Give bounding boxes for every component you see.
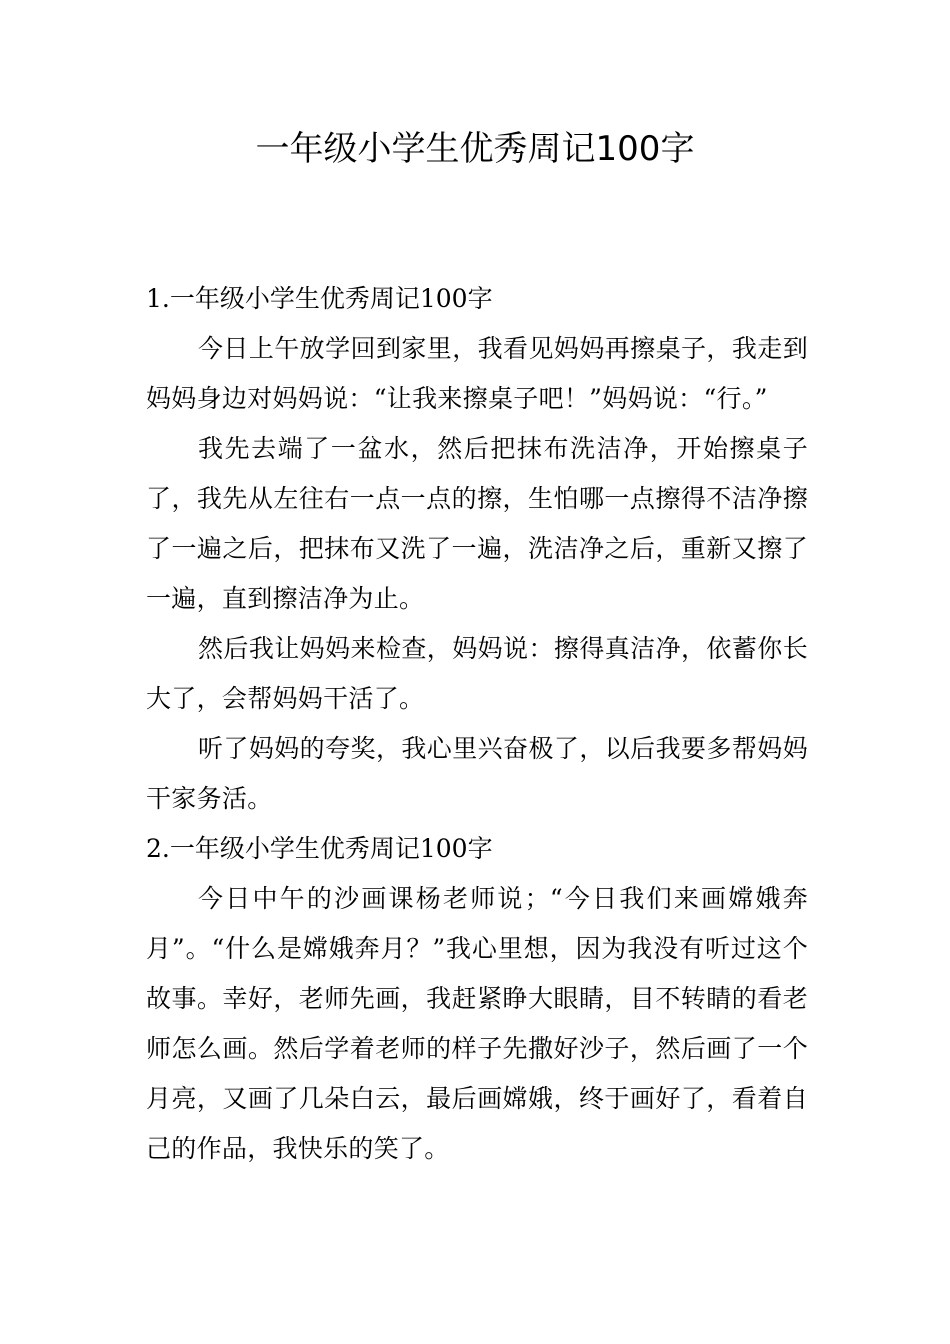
section-heading: 1.一年级小学生优秀周记100字 xyxy=(146,284,493,313)
paragraph: 听了妈妈的夸奖，我心里兴奋极了，以后我要多帮妈妈干家务活。 xyxy=(146,734,808,813)
document-body xyxy=(146,274,808,1174)
section-1 xyxy=(146,274,808,824)
section-heading: 2.一年级小学生优秀周记100字 xyxy=(146,834,493,863)
paragraph: 我先去端了一盆水，然后把抹布洗洁净，开始擦桌子了，我先从左往右一点一点的擦，生怕哪一点擦得不洁净擦了一遍之后，把抹布又洗了一遍，洗洁净之后，重新又擦了一遍，直到擦洁净为止。 xyxy=(146,434,808,613)
paragraph: 今日上午放学回到家里，我看见妈妈再擦桌子，我走到妈妈身边对妈妈说：“让我来擦桌子吧！”妈妈说：“行。” xyxy=(146,334,808,413)
document-title: 一年级小学生优秀周记100字 xyxy=(255,129,695,169)
section-2 xyxy=(146,824,808,1174)
paragraph: 今日中午的沙画课杨老师说；“今日我们来画嫦娥奔月”。“什么是嫦娥奔月？”我心里想，因为我没有听过这个故事。幸好，老师先画，我赶紧睁大眼睛，目不转睛的看老师怎么画。然后学着老师的样子先撒好沙子，然后画了一个月亮，又画了几朵白云，最后画嫦娥，终于画好了，看着自己的作品，我快乐的笑了。 xyxy=(146,884,808,1163)
paragraph: 然后我让妈妈来检查，妈妈说：擦得真洁净，依蓄你长大了，会帮妈妈干活了。 xyxy=(146,634,808,713)
